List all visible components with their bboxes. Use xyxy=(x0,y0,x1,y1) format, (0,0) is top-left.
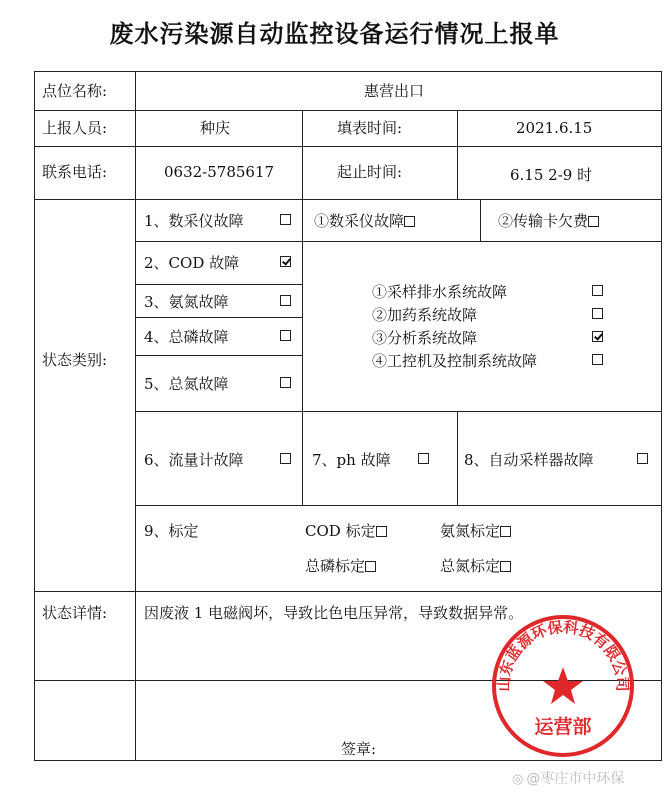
sub-item-3-label: ③分析系统故障 xyxy=(372,329,478,347)
rule xyxy=(661,71,662,761)
rule xyxy=(302,241,303,411)
rule xyxy=(135,71,136,761)
seal-org-path: 山东蓝源环保科技有限公司 xyxy=(494,617,632,692)
rule xyxy=(34,760,662,761)
seal-star-icon xyxy=(543,667,583,704)
reporter-value: 种庆 xyxy=(200,119,231,137)
fill-time-label: 填表时间: xyxy=(337,119,403,137)
item-9-label: 9、标定 xyxy=(144,522,199,540)
rule xyxy=(135,284,302,285)
rule xyxy=(135,355,302,356)
item-6-checkbox[interactable] xyxy=(280,453,291,464)
rule xyxy=(34,71,35,761)
rule xyxy=(135,317,302,318)
reporter-label: 上报人员: xyxy=(42,119,108,137)
rule xyxy=(457,411,458,505)
item-3-label: 3、氨氮故障 xyxy=(144,293,229,311)
item-1-sub1-label: ①数采仪故障 xyxy=(314,212,405,230)
period-label: 起止时间: xyxy=(337,163,403,181)
item-1-sub2-checkbox[interactable] xyxy=(588,216,599,227)
cal-cod-label: COD 标定 xyxy=(305,522,376,540)
watermark-text: @枣庄市中环保 xyxy=(526,771,625,787)
item-1-sub1 xyxy=(314,212,415,230)
sub-item-4-label: ④工控机及控制系统故障 xyxy=(372,352,538,370)
item-5-label: 5、总氮故障 xyxy=(144,375,229,393)
rule xyxy=(34,591,662,592)
item-1-checkbox[interactable] xyxy=(280,214,291,225)
detail-text: 因废液 1 电磁阀坏，导致比色电压异常，导致数据异常。 xyxy=(144,604,524,622)
cal-cod xyxy=(305,522,387,540)
fill-time-value: 2021.6.15 xyxy=(516,119,593,137)
item-1-sub2-label: ②传输卡欠费 xyxy=(498,212,589,230)
cal-nh-label: 氨氮标定 xyxy=(440,522,501,540)
item-3-checkbox[interactable] xyxy=(280,295,291,306)
cal-tn-checkbox[interactable] xyxy=(500,561,511,572)
sub-item-2-checkbox[interactable] xyxy=(592,308,603,319)
sub-item-1-checkbox[interactable] xyxy=(592,285,603,296)
item-4-label: 4、总磷故障 xyxy=(144,328,229,346)
sub-item-3-checkbox[interactable] xyxy=(592,331,603,342)
rule xyxy=(135,505,662,506)
cal-tn-label: 总氮标定 xyxy=(440,557,501,575)
item-2-label: 2、COD 故障 xyxy=(144,254,240,272)
phone-value: 0632-5785617 xyxy=(164,163,275,181)
point-value: 惠营出口 xyxy=(364,82,425,100)
rule xyxy=(34,146,662,147)
item-8-checkbox[interactable] xyxy=(637,453,648,464)
detail-label: 状态详情: xyxy=(42,604,108,622)
item-6-label: 6、流量计故障 xyxy=(144,451,244,469)
cal-tp-label: 总磷标定 xyxy=(305,557,366,575)
rule xyxy=(135,241,662,242)
rule xyxy=(480,199,481,241)
sub-item-1-label: ①采样排水系统故障 xyxy=(372,283,508,301)
item-1-sub1-checkbox[interactable] xyxy=(404,216,415,227)
phone-label: 联系电话: xyxy=(42,163,108,181)
rule xyxy=(34,199,662,200)
cal-nh-checkbox[interactable] xyxy=(500,526,511,537)
rule xyxy=(34,110,662,111)
item-2-checkbox[interactable] xyxy=(280,256,291,267)
item-7-checkbox[interactable] xyxy=(418,453,429,464)
status-type-label: 状态类别: xyxy=(42,351,108,369)
form-title: 废水污染源自动监控设备运行情况上报单 xyxy=(109,20,560,48)
item-4-checkbox[interactable] xyxy=(280,330,291,341)
item-5-checkbox[interactable] xyxy=(280,377,291,388)
cal-tp xyxy=(305,557,376,575)
weibo-icon: ◎ xyxy=(512,772,524,787)
seal-dept-text: 运营部 xyxy=(534,716,592,738)
rule xyxy=(457,110,458,199)
cal-tp-checkbox[interactable] xyxy=(365,561,376,572)
item-7-label: 7、ph 故障 xyxy=(312,451,391,469)
company-seal xyxy=(490,613,636,759)
rule xyxy=(34,71,662,72)
rule xyxy=(302,411,303,505)
period-value: 6.15 2-9 时 xyxy=(510,166,593,184)
cal-nh xyxy=(440,522,511,540)
cal-cod-checkbox[interactable] xyxy=(376,526,387,537)
signature-label: 签章: xyxy=(341,740,377,758)
item-8-label: 8、自动采样器故障 xyxy=(464,451,594,469)
rule xyxy=(302,110,303,241)
point-label: 点位名称: xyxy=(42,82,108,100)
cal-tn xyxy=(440,557,511,575)
sub-item-4-checkbox[interactable] xyxy=(592,354,603,365)
rule xyxy=(135,411,662,412)
item-1-label: 1、数采仪故障 xyxy=(144,212,244,230)
item-1-sub2 xyxy=(498,212,599,230)
sub-item-2-label: ②加药系统故障 xyxy=(372,306,478,324)
watermark xyxy=(512,768,624,788)
